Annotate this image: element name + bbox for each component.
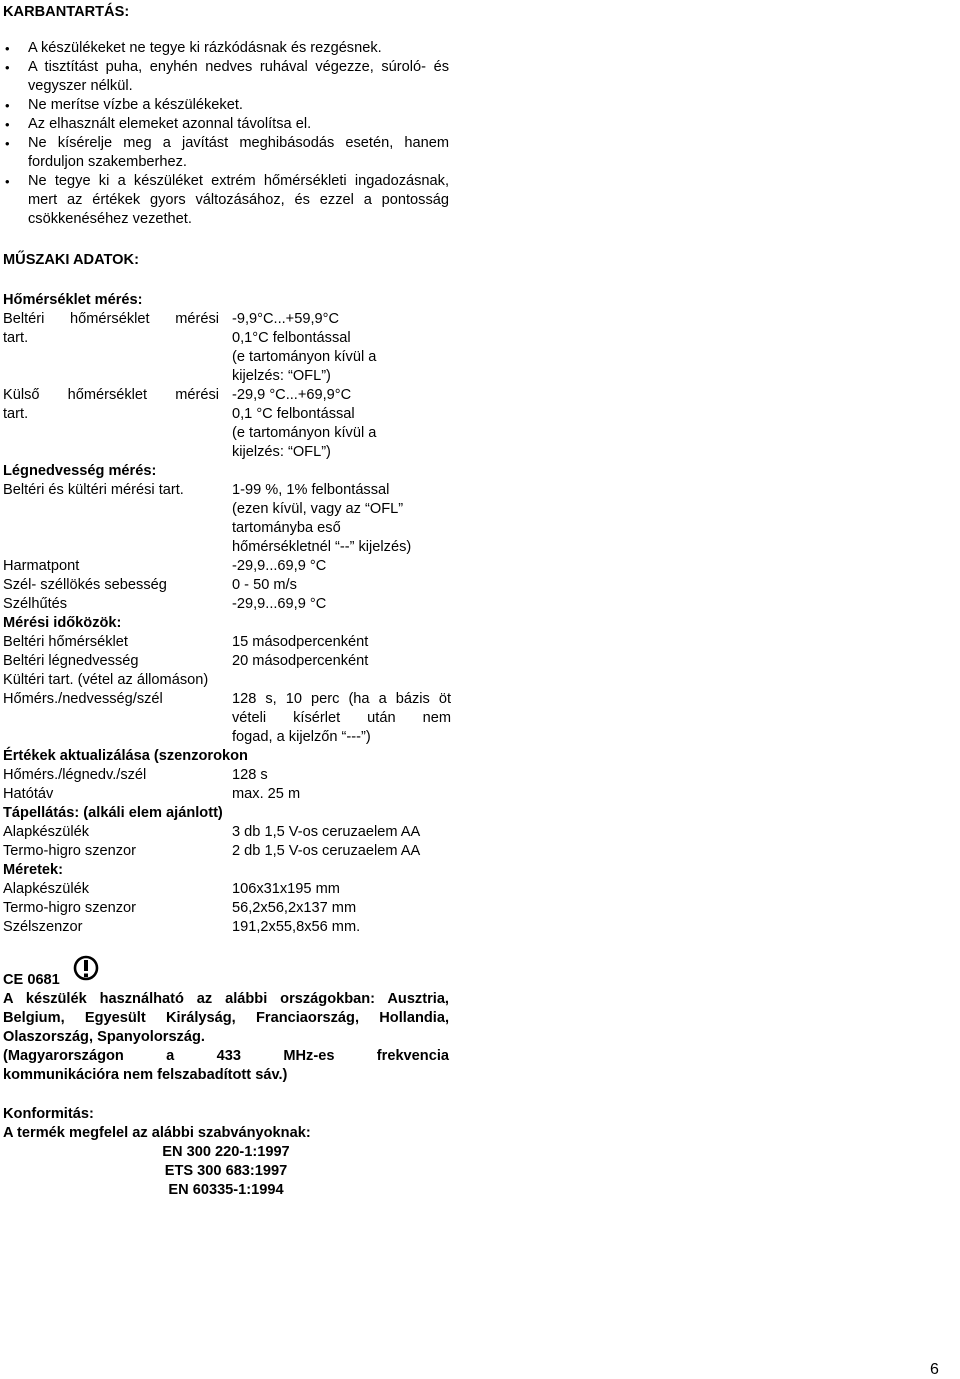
- ce-mark: CE 0681: [3, 972, 60, 988]
- standard-item: EN 60335-1:1994: [168, 1182, 284, 1198]
- temp-title: Hőmérséklet mérés:: [3, 292, 143, 308]
- indoor-temp-label: Beltéri hőmérséklet mérési: [3, 311, 219, 327]
- outdoor-temp-note-2: kijelzés: “OFL”): [232, 444, 331, 460]
- indoor-temp-interval-label: Beltéri hőmérséklet: [3, 634, 128, 650]
- dims-title: Méretek:: [3, 862, 64, 878]
- wind-sensor-dims-value: 191,2x55,8x56 mm.: [232, 919, 361, 935]
- indoor-temp-label-2: tart.: [3, 330, 29, 346]
- wind-value: 0 - 50 m/s: [232, 577, 297, 593]
- conformity-title: Konformitás:: [3, 1106, 94, 1122]
- windchill-value: -29,9...69,9 °C: [232, 596, 327, 612]
- outdoor-temp-label-2: tart.: [3, 406, 29, 422]
- indoor-temp-note-1: (e tartományon kívül a: [232, 349, 377, 365]
- intervals-title: Mérési időközök:: [3, 615, 122, 631]
- base-power-value: 3 db 1,5 V-os ceruzaelem AA: [232, 824, 421, 840]
- humidity-label: Beltéri és kültéri mérési tart.: [3, 482, 184, 498]
- range-value: max. 25 m: [232, 786, 301, 802]
- wind-label: Szél- széllökés sebesség: [3, 577, 167, 593]
- list-item: • Az elhasznált elemeket azonnal távolítsa el.: [3, 115, 449, 134]
- humidity-line-3: tartományba eső: [232, 520, 341, 536]
- ce-countries-1: A készülék használható az alábbi országokban: Ausztria,: [3, 991, 449, 1007]
- outdoor-temp-note-1: (e tartományon kívül a: [232, 425, 377, 441]
- page-number: 6: [930, 1361, 939, 1378]
- base-dims-value: 106x31x195 mm: [232, 881, 340, 897]
- update-label: Hőmérs./légnedv./szél: [3, 767, 147, 783]
- conformity-subtitle: A termék megfelel az alábbi szabványoknak:: [3, 1125, 311, 1141]
- indoor-temp-note-2: kijelzés: “OFL”): [232, 368, 331, 384]
- humidity-line-4: hőmérsékletnél “--” kijelzés): [232, 539, 412, 555]
- maintenance-title: KARBANTARTÁS:: [3, 4, 130, 20]
- update-value: 128 s: [232, 767, 268, 783]
- outdoor-temp-resolution: 0,1 °C felbontással: [232, 406, 355, 422]
- windchill-label: Szélhűtés: [3, 596, 68, 612]
- outdoor-rx-label: Kültéri tart. (vétel az állomáson): [3, 672, 209, 688]
- base-dims-label: Alapkészülék: [3, 881, 89, 897]
- list-item: • A készülékeket ne tegye ki rázkódásnak és rezgésnek.: [3, 39, 449, 58]
- maintenance-list: [3, 39, 449, 229]
- ce-note-2: kommunikációra nem felszabadított sáv.): [3, 1067, 288, 1083]
- outdoor-temp-range: -29,9 °C...+69,9°C: [232, 387, 352, 403]
- indoor-temp-range: -9,9°C...+59,9°C: [232, 311, 339, 327]
- thermo-power-value: 2 db 1,5 V-os ceruzaelem AA: [232, 843, 421, 859]
- update-title: Értékek aktualizálása (szenzorokon: [3, 748, 248, 764]
- dewpoint-label: Harmatpont: [3, 558, 80, 574]
- thw-value-3: fogad, a kijelzőn “---”): [232, 729, 371, 745]
- warning-icon: [73, 955, 99, 983]
- list-item: • Ne kísérelje meg a javítást meghibásodás esetén, hanem forduljon szakemberhez.: [3, 134, 449, 172]
- indoor-temp-interval-value: 15 másodpercenként: [232, 634, 369, 650]
- outdoor-temp-label: Külső hőmérséklet mérési: [3, 387, 219, 403]
- list-item: • Ne tegye ki a készüléket extrém hőmérsékleti ingadozásnak, mert az értékek gyors változásához, és ezzel a pontosság csökkenéséhez vezethet.: [3, 172, 449, 229]
- humidity-line-1: 1-99 %, 1% felbontással: [232, 482, 390, 498]
- thermo-dims-value: 56,2x56,2x137 mm: [232, 900, 357, 916]
- dewpoint-value: -29,9...69,9 °C: [232, 558, 327, 574]
- humidity-title: Légnedvesség mérés:: [3, 463, 157, 479]
- ce-countries-3: Olaszország, Spanyolország.: [3, 1029, 205, 1045]
- ce-countries-2: Belgium, Egyesült Királyság, Franciaország, Hollandia,: [3, 1010, 449, 1026]
- list-item: • A tisztítást puha, enyhén nedves ruhával végezze, súroló- és vegyszer nélkül.: [3, 58, 449, 96]
- thw-value-2: vételi kísérlet után nem: [232, 710, 451, 726]
- thw-label: Hőmérs./nedvesség/szél: [3, 691, 163, 707]
- ce-note-1: (Magyarországon a 433 MHz-es frekvencia: [3, 1048, 449, 1064]
- list-item: • Ne merítse vízbe a készülékeket.: [3, 96, 449, 115]
- indoor-hum-interval-value: 20 másodpercenként: [232, 653, 369, 669]
- thermo-dims-label: Termo-higro szenzor: [3, 900, 137, 916]
- power-title: Tápellátás: (alkáli elem ajánlott): [3, 805, 223, 821]
- specs-title: MŰSZAKI ADATOK:: [3, 252, 139, 268]
- indoor-temp-resolution: 0,1°C felbontással: [232, 330, 351, 346]
- thermo-power-label: Termo-higro szenzor: [3, 843, 137, 859]
- indoor-hum-interval-label: Beltéri légnedvesség: [3, 653, 139, 669]
- wind-sensor-dims-label: Szélszenzor: [3, 919, 83, 935]
- range-label: Hatótáv: [3, 786, 54, 802]
- humidity-line-2: (ezen kívül, vagy az “OFL”: [232, 501, 404, 517]
- thw-value-1: 128 s, 10 perc (ha a bázis öt: [232, 691, 451, 707]
- standard-item: ETS 300 683:1997: [164, 1163, 288, 1179]
- base-power-label: Alapkészülék: [3, 824, 89, 840]
- standard-item: EN 300 220-1:1997: [162, 1144, 290, 1160]
